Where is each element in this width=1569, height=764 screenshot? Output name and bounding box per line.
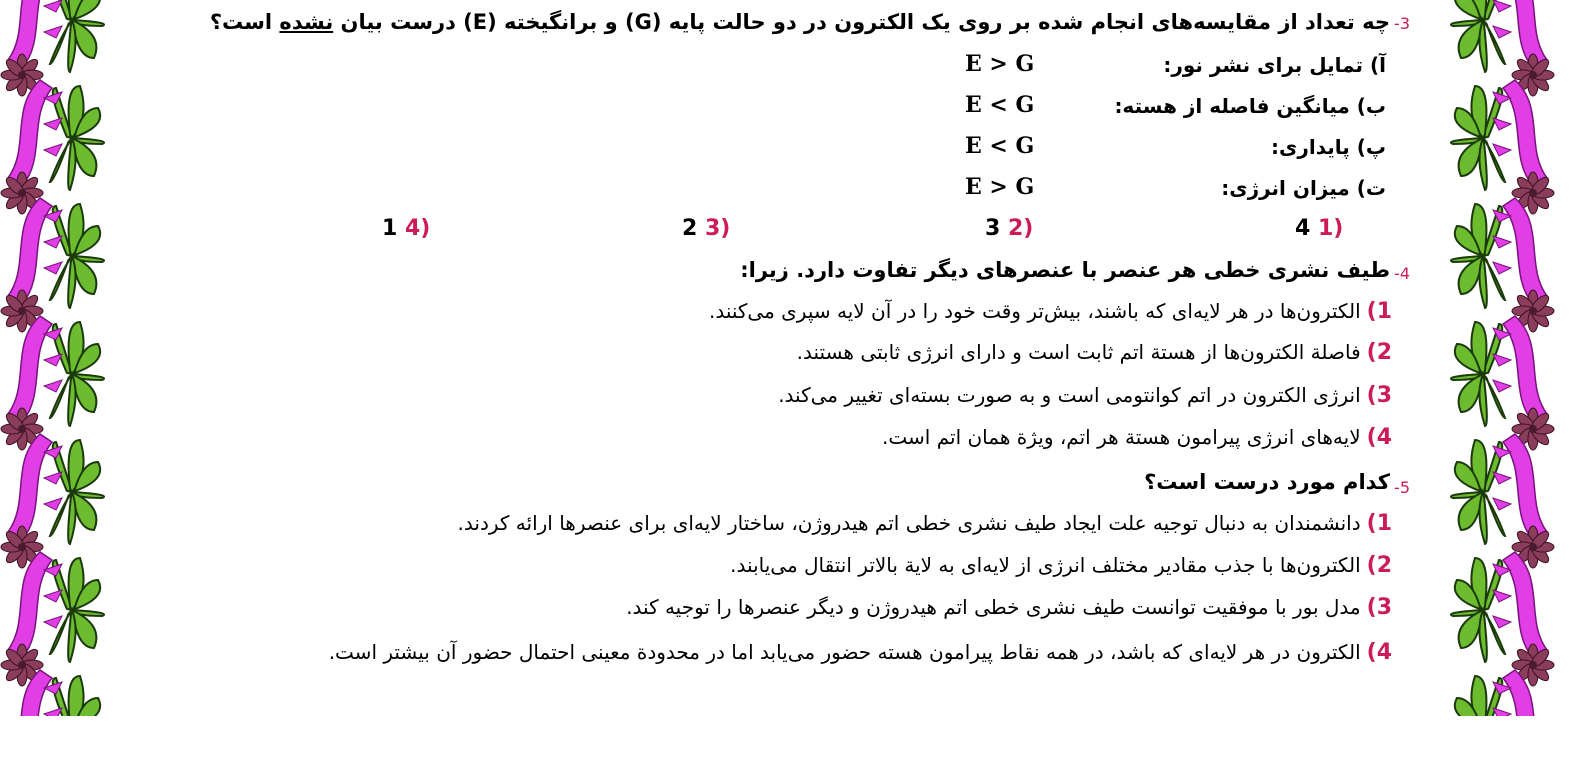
answer-option-2[interactable]: 2)فاصلة الکترون‌ها از هستة اتم ثابت است و دارای انرژی ثابتی هستند.	[796, 340, 1392, 365]
leaf-cluster	[1451, 86, 1505, 190]
underlined-word: نشده	[279, 10, 334, 34]
answer-option-4[interactable]: 4)الکترون در هر لایه‌ای که باشد، در همه نقاط پیرامون هسته حضور می‌یابد اما در محدودة معینی احتمال حضور آن بیشتر است.	[328, 640, 1392, 665]
leaf-cluster	[1451, 558, 1505, 662]
floral-border-right	[1445, 0, 1555, 716]
comparison-label: آ) تمایل برای نشر نور:	[1163, 53, 1386, 77]
comparison-value: E < G	[965, 133, 1035, 159]
leaf-cluster	[1451, 0, 1505, 72]
question-text: طیف نشری خطی هر عنصر با عنصرهای دیگر تفاوت دارد. زیرا:	[740, 258, 1390, 282]
leaf-cluster	[1451, 440, 1505, 544]
leaf-cluster	[1451, 322, 1505, 426]
question-number: 4-	[1394, 264, 1410, 283]
answer-option-1[interactable]: 1)الکترون‌ها در هر لایه‌ای که باشند، بیش‌تر وقت خود را در آن لایه سپری می‌کنند.	[708, 299, 1392, 324]
answer-choice-4[interactable]: 1 4)	[382, 216, 431, 241]
leaf-cluster	[50, 558, 104, 662]
answer-choice-1[interactable]: 4 1)	[1295, 216, 1344, 241]
ribbon-band	[8, 0, 52, 68]
question-text: چه تعداد از مقایسه‌های انجام شده بر روی یک الکترون در دو حالت پایه (G) و برانگیخته (E) درست بیان نشده است؟	[209, 10, 1390, 34]
leaf-cluster	[50, 0, 104, 72]
ribbon-band	[1503, 80, 1547, 186]
answer-choice-3[interactable]: 2 3)	[682, 216, 731, 241]
ribbon-band	[1503, 316, 1547, 422]
question-text: کدام مورد درست است؟	[1144, 470, 1390, 494]
leaf-cluster	[1451, 204, 1505, 308]
leaf-cluster	[50, 204, 104, 308]
exam-content	[180, 0, 1410, 764]
comparison-value: E > G	[965, 51, 1035, 77]
answer-option-1[interactable]: 1)دانشمندان به دنبال توجیه علت ایجاد طیف نشری خطی اتم هیدروژن، ساختار لایه‌ای برای عنصرها ارائه کردند.	[457, 511, 1392, 536]
comparison-value: E < G	[965, 92, 1035, 118]
answer-option-4[interactable]: 4)لایه‌های انرژی پیرامون هستة هر اتم، ویژة همان اتم است.	[882, 425, 1392, 450]
ribbon-band	[8, 434, 52, 540]
ribbon-band	[8, 552, 52, 658]
comparison-label: پ) پایداری:	[1271, 135, 1386, 159]
answer-option-2[interactable]: 2)الکترون‌ها با جذب مقادیر مختلف انرژی از لایه‌ای به لایة بالاتر انتقال می‌یابند.	[730, 553, 1392, 578]
comparison-label: ت) میزان انرژی:	[1221, 176, 1386, 200]
leaf-cluster	[50, 440, 104, 544]
answer-option-3[interactable]: 3)مدل بور با موفقیت توانست طیف نشری خطی اتم هیدروژن و دیگر عنصرها را توجیه کند.	[626, 595, 1392, 620]
ribbon-band	[1503, 0, 1547, 68]
leaf-cluster	[50, 86, 104, 190]
answer-choice-2[interactable]: 3 2)	[985, 216, 1034, 241]
ribbon-band	[1503, 434, 1547, 540]
ribbon-band	[1503, 552, 1547, 658]
question-number: 3-	[1394, 14, 1410, 33]
ribbon-band	[8, 198, 52, 304]
ribbon-band	[1503, 198, 1547, 304]
floral-border-left	[0, 0, 110, 716]
comparison-value: E > G	[965, 174, 1035, 200]
leaf-cluster	[50, 322, 104, 426]
ribbon-band	[8, 80, 52, 186]
ribbon-band	[8, 316, 52, 422]
comparison-label: ب) میانگین فاصله از هسته:	[1114, 94, 1386, 118]
question-number: 5-	[1394, 478, 1410, 497]
answer-option-3[interactable]: 3)انرژی الکترون در اتم کوانتومی است و به صورت بسته‌ای تغییر می‌کند.	[778, 383, 1392, 408]
